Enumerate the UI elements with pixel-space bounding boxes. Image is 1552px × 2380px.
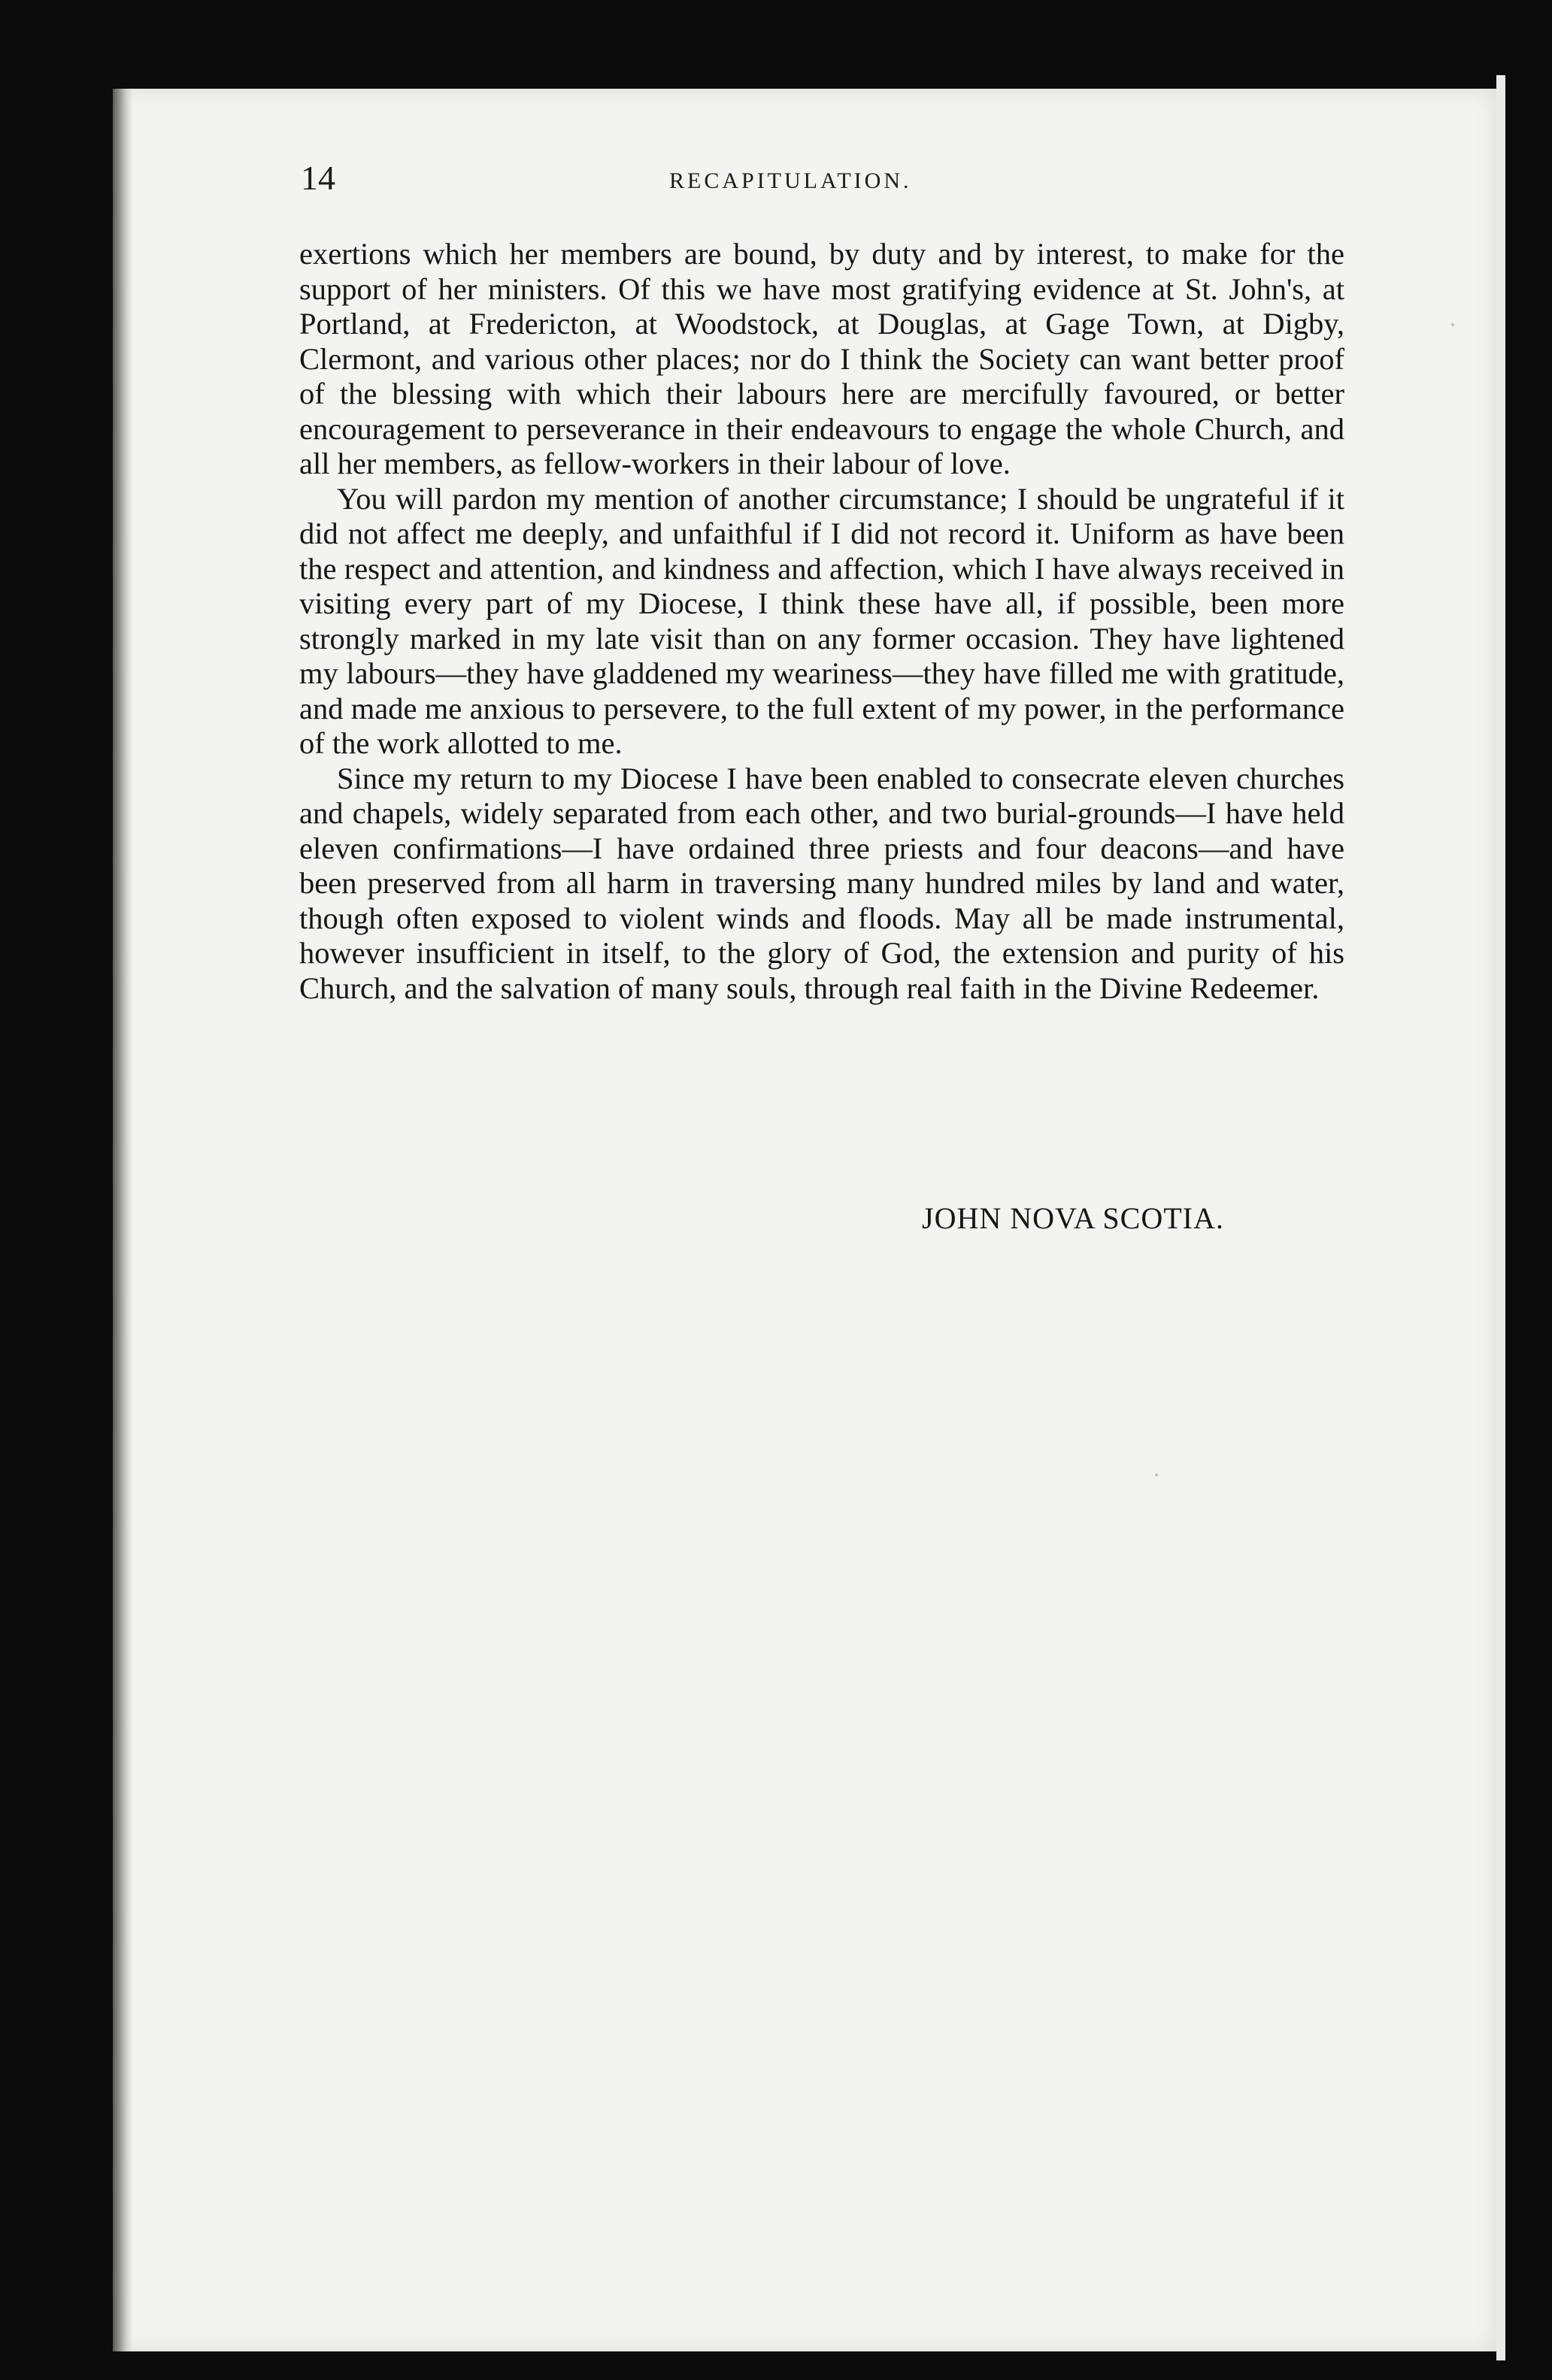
running-head-title: RECAPITULATION. xyxy=(669,168,912,193)
signature: JOHN NOVA SCOTIA. xyxy=(922,1201,1224,1235)
paragraph-3: Since my return to my Diocese I have been enabled to consecrate eleven churches and chapels, widely separated from each other, and two burial-grounds—I have held eleven confirmations—I have ordained three priests and four deacons—and have been preserved from all harm in traversing many hundred miles by land and water, though often exposed to violent winds and floods. May all be made instrumental, however insufficient in itself, to the glory of God, the extension and purity of his Church, and the salvation of many souls, through real faith in the Divine Redeemer. xyxy=(299,761,1344,1005)
running-head xyxy=(301,158,1308,203)
page-gutter-shadow xyxy=(113,89,132,2351)
paragraph-2: You will pardon my mention of another circumstance; I should be ungrateful if it did not affect me deeply, and unfaithful if I did not record it. Uniform as have been the respect and attention, and kindness and affection, which I have always received in visiting every part of my Diocese, I think these have all, if possible, been more strongly marked in my late visit than on any former occasion. They have lightened my labours—they have gladdened my weariness—they have filled me with gratitude, and made me anxious to persevere, to the full extent of my power, in the performance of the work allotted to me. xyxy=(299,481,1344,760)
paragraph-1: exertions which her members are bound, by duty and by interest, to make for the support of her ministers. Of this we have most gratifying evidence at St. John's, at Portland, at Fredericton, at Woodstock, at Douglas, at Gage Town, at Digby, Clermont, and various other places; nor do I think the Society can want better proof of the blessing with which their labours here are mercifully favoured, or better encouragement to perseverance in their endeavours to engage the whole Church, and all her members, as fellow-workers in their labour of love. xyxy=(299,237,1344,480)
page-number: 14 xyxy=(301,159,335,197)
next-page-edge xyxy=(1496,75,1505,2360)
body-text xyxy=(299,237,1344,1006)
scan-speck xyxy=(1451,323,1454,326)
scan-speck xyxy=(1155,1473,1158,1476)
